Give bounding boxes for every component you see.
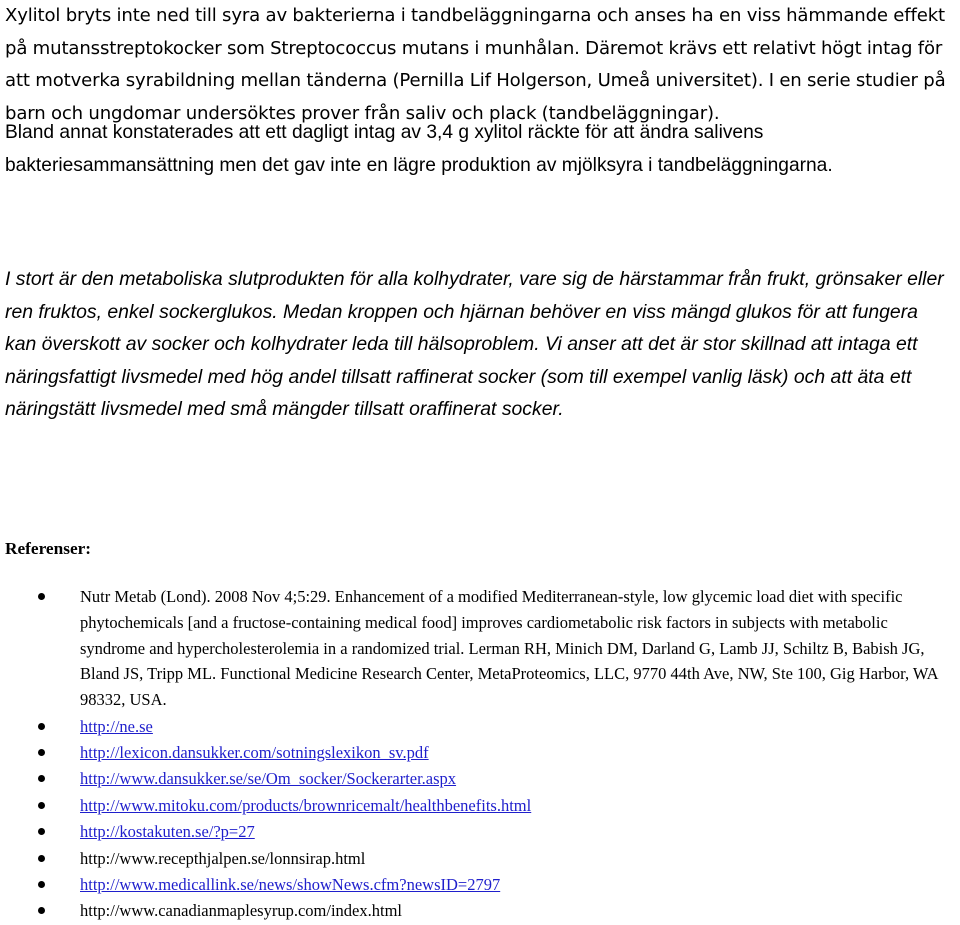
bullet-icon (38, 749, 45, 756)
reference-link-mitoku[interactable]: http://www.mitoku.com/products/brownricemalt/healthbenefits.html (80, 795, 532, 815)
reference-item-dansukker-sockerarter (0, 766, 960, 792)
bullet-icon (38, 775, 45, 782)
reference-item-kostakuten (0, 819, 960, 845)
bullet-icon (38, 881, 45, 888)
reference-link-dansukker-lexicon[interactable]: http://lexicon.dansukker.com/sotningslexikon_sv.pdf (80, 742, 429, 762)
reference-item-recepthjalpen (0, 846, 960, 872)
bullet-icon (38, 828, 45, 835)
reference-text-recepthjalpen: http://www.recepthjalpen.se/lonnsirap.html (80, 848, 366, 868)
reference-item-dansukker-lexicon (0, 740, 960, 766)
reference-text: Nutr Metab (Lond). 2008 Nov 4;5:29. Enhancement of a modified Mediterranean-style, low glycemic load diet with specific phytochemicals [and a fructose-containing medical food] improves cardiometabolic risk factors in subjects with metabolic syndrome and hypercholesterolemia in a randomized trial. Lerman RH, Minich DM, Darland G, Lamb JJ, Schiltz B, Babish JG, Bland JS, Tripp ML. Functional Medicine Research Center, MetaProteomics, LLC, 9770 44th Ave, NW, Ste 100, Gig Harbor, WA 98332, USA. (80, 587, 938, 710)
bullet-icon (38, 855, 45, 862)
reference-link-ne[interactable]: http://ne.se (80, 716, 153, 736)
bullet-icon (38, 593, 45, 600)
reference-item-canadianmaplesyrup (0, 898, 960, 924)
reference-item-medicallink (0, 872, 960, 898)
bullet-icon (38, 723, 45, 730)
reference-item-mitoku (0, 793, 960, 819)
reference-text-canadianmaplesyrup: http://www.canadianmaplesyrup.com/index.html (80, 901, 402, 921)
references-list (0, 584, 960, 925)
bullet-icon (38, 802, 45, 809)
reference-item-nutr-metab (0, 584, 960, 713)
reference-link-medicallink[interactable]: http://www.medicallink.se/news/showNews.cfm?newsID=2797 (80, 874, 501, 894)
bullet-icon (38, 907, 45, 914)
reference-item-ne (0, 714, 960, 740)
paragraph-xylitol: Xylitol bryts inte ned till syra av bakterierna i tandbeläggningarna och anses ha en viss hämmande effekt på mutansstreptokocker som Streptococcus mutans i munhålan. Däremot krävs ett relativt högt intag för att motverka syrabildning mellan tänderna (Pernilla Lif Holgerson, Umeå universitet). I en serie studier på barn och ungdomar undersöktes prover från saliv och plack (tandbeläggningar). (5, 5, 946, 124)
reference-link-dansukker-sockerarter[interactable]: http://www.dansukker.se/se/Om_socker/Sockerarter.aspx (80, 769, 457, 789)
reference-link-kostakuten[interactable]: http://kostakuten.se/?p=27 (80, 822, 255, 842)
paragraph-xylitol-study: Bland annat konstaterades att ett dagligt intag av 3,4 g xylitol räckte för att ändra salivens bakteriesammansättning men det gav inte en lägre produktion av mjölksyra i tandbeläggningarna. (5, 122, 833, 176)
references-heading: Referenser: (5, 539, 92, 558)
paragraph-metabolism-italic: I stort är den metaboliska slutprodukten för alla kolhydrater, vare sig de härstammar från frukt, grönsaker eller ren fruktos, enkel sockerglukos. Medan kroppen och hjärnan behöver en viss mängd glukos för att fungera kan överskott av socker och kolhydrater leda till hälsoproblem. Vi anser att det är stor skillnad att intaga ett näringsfattigt livsmedel med hög andel tillsatt raffinerat socker (som till exempel vanlig läsk) och att äta ett näringstätt livsmedel med små mängder tillsatt oraffinerat socker. (5, 268, 944, 421)
